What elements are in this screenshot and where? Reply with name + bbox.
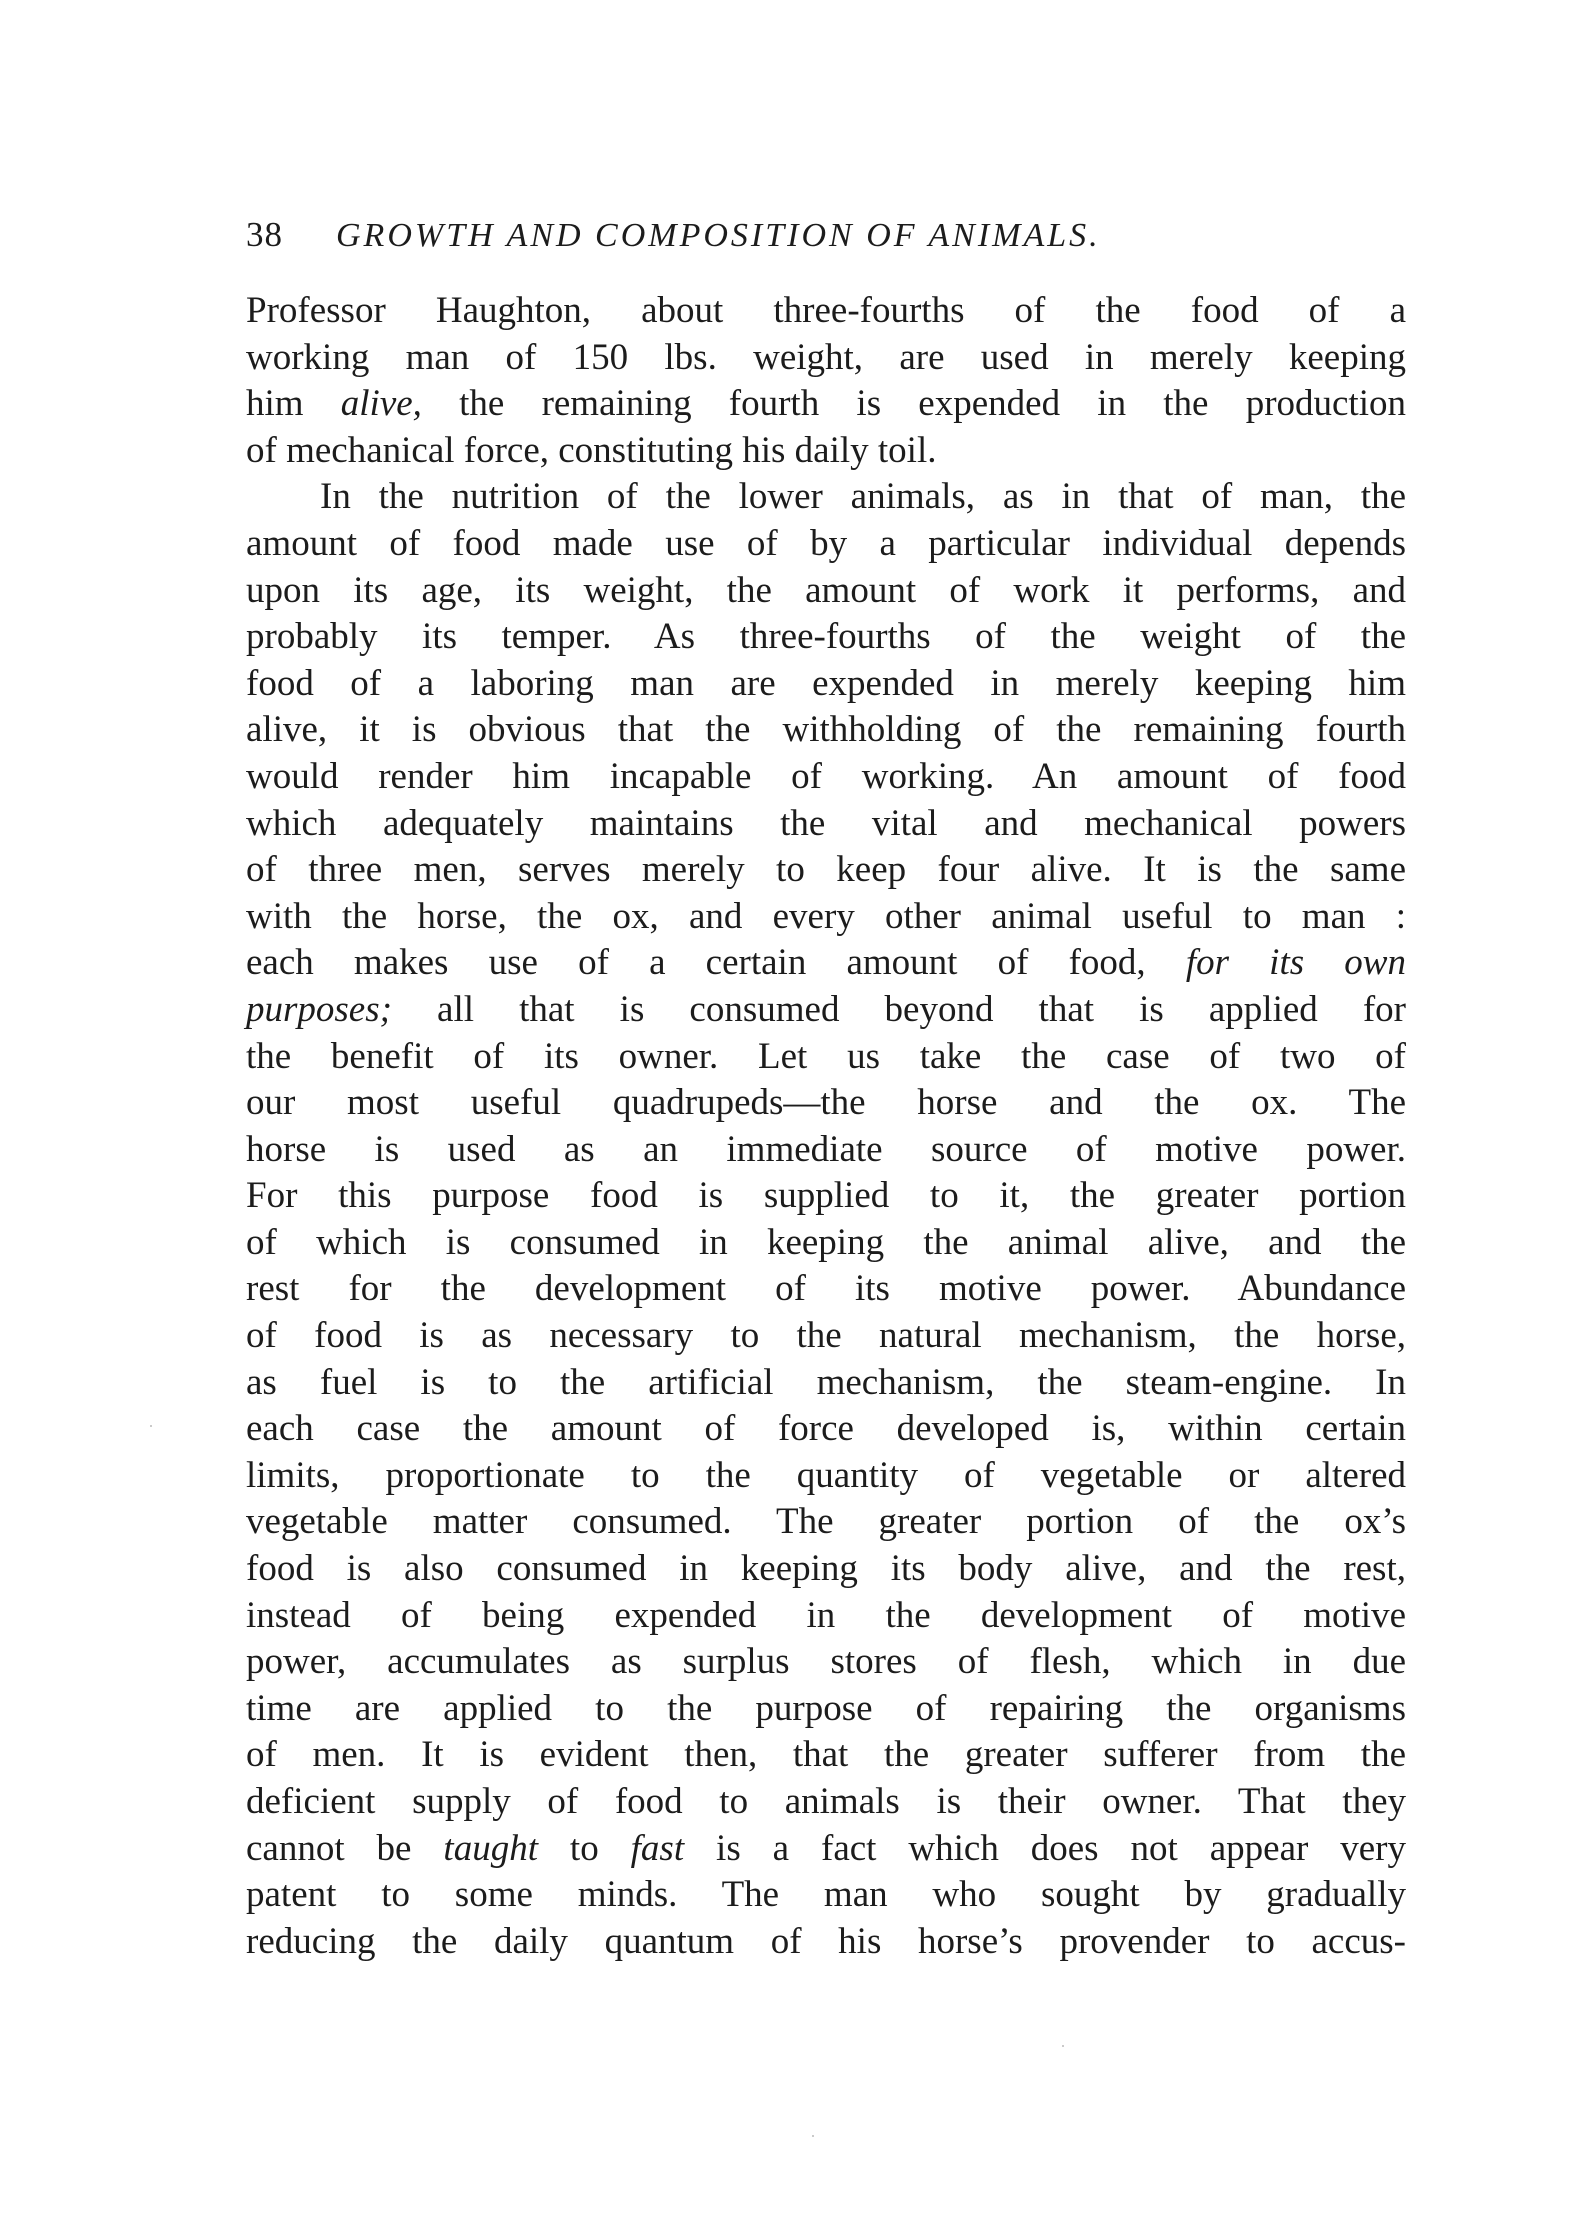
text-line: alive, it is obvious that the withholding of the remaining fourth [246,709,1406,751]
text-line: him alive, the remaining fourth is expended in the production [246,383,1406,425]
text-line: probably its temper. As three-fourths of the weight of the [246,616,1406,658]
text-line: each case the amount of force developed is, within certain [246,1408,1406,1450]
text-line: as fuel is to the artificial mechanism, the steam-engine. In [246,1361,1406,1403]
text-line: rest for the development of its motive power. Abundance [246,1268,1406,1310]
text-line: reducing the daily quantum of his horse’s provender to accus- [246,1920,1406,1962]
text-line: of men. It is evident then, that the greater sufferer from the [246,1734,1406,1776]
text-line: the benefit of its owner. Let us take the case of two of [246,1035,1406,1077]
text-line: limits, proportionate to the quantity of vegetable or altered [246,1454,1406,1496]
text-line: which adequately maintains the vital and mechanical powers [246,802,1406,844]
running-title: GROWTH AND COMPOSITION OF ANIMALS. [336,217,1101,254]
text-line: vegetable matter consumed. The greater portion of the ox’s [246,1501,1406,1543]
text-line: of food is as necessary to the natural mechanism, the horse, [246,1315,1406,1357]
running-head [246,210,1406,260]
text-line: For this purpose food is supplied to it, the greater portion [246,1175,1406,1217]
text-line: amount of food made use of by a particular individual depends [246,522,1406,564]
text-line: working man of 150 lbs. weight, are used in merely keeping [246,336,1406,378]
paper-speck [1062,2045,1064,2047]
text-line: patent to some minds. The man who sought by gradually [246,1874,1406,1916]
text-line: power, accumulates as surplus stores of flesh, which in due [246,1641,1406,1683]
text-line: upon its age, its weight, the amount of work it performs, and [246,569,1406,611]
body-text [246,288,1406,1965]
text-line: with the horse, the ox, and every other animal useful to man : [246,895,1406,937]
text-line: of which is consumed in keeping the animal alive, and the [246,1221,1406,1263]
text-line: of three men, serves merely to keep four alive. It is the same [246,849,1406,891]
text-line: deficient supply of food to animals is their owner. That they [246,1781,1406,1822]
text-line: would render him incapable of working. An amount of food [246,755,1406,797]
text-line: instead of being expended in the development of motive [246,1594,1406,1636]
text-line: food of a laboring man are expended in merely keeping him [246,662,1406,704]
text-line: Professor Haughton, about three-fourths of the food of a [246,290,1406,331]
text-line: In the nutrition of the lower animals, as in that of man, the [320,476,1406,518]
text-line: each makes use of a certain amount of food, for its own [246,942,1406,984]
paper-speck [150,1425,152,1427]
text-line: of mechanical force, constituting his daily toil. [246,429,937,471]
text-line: our most useful quadrupeds—the horse and the ox. The [246,1082,1406,1124]
text-line: purposes; all that is consumed beyond that is applied for [246,988,1406,1030]
text-line: cannot be taught to fast is a fact which does not appear very [246,1827,1407,1869]
text-line: horse is used as an immediate source of motive power. [246,1128,1406,1170]
paper-speck [812,2135,814,2137]
text-line: food is also consumed in keeping its body alive, and the rest, [246,1548,1406,1590]
text-line: time are applied to the purpose of repairing the organisms [246,1687,1406,1729]
page-number: 38 [246,215,283,254]
